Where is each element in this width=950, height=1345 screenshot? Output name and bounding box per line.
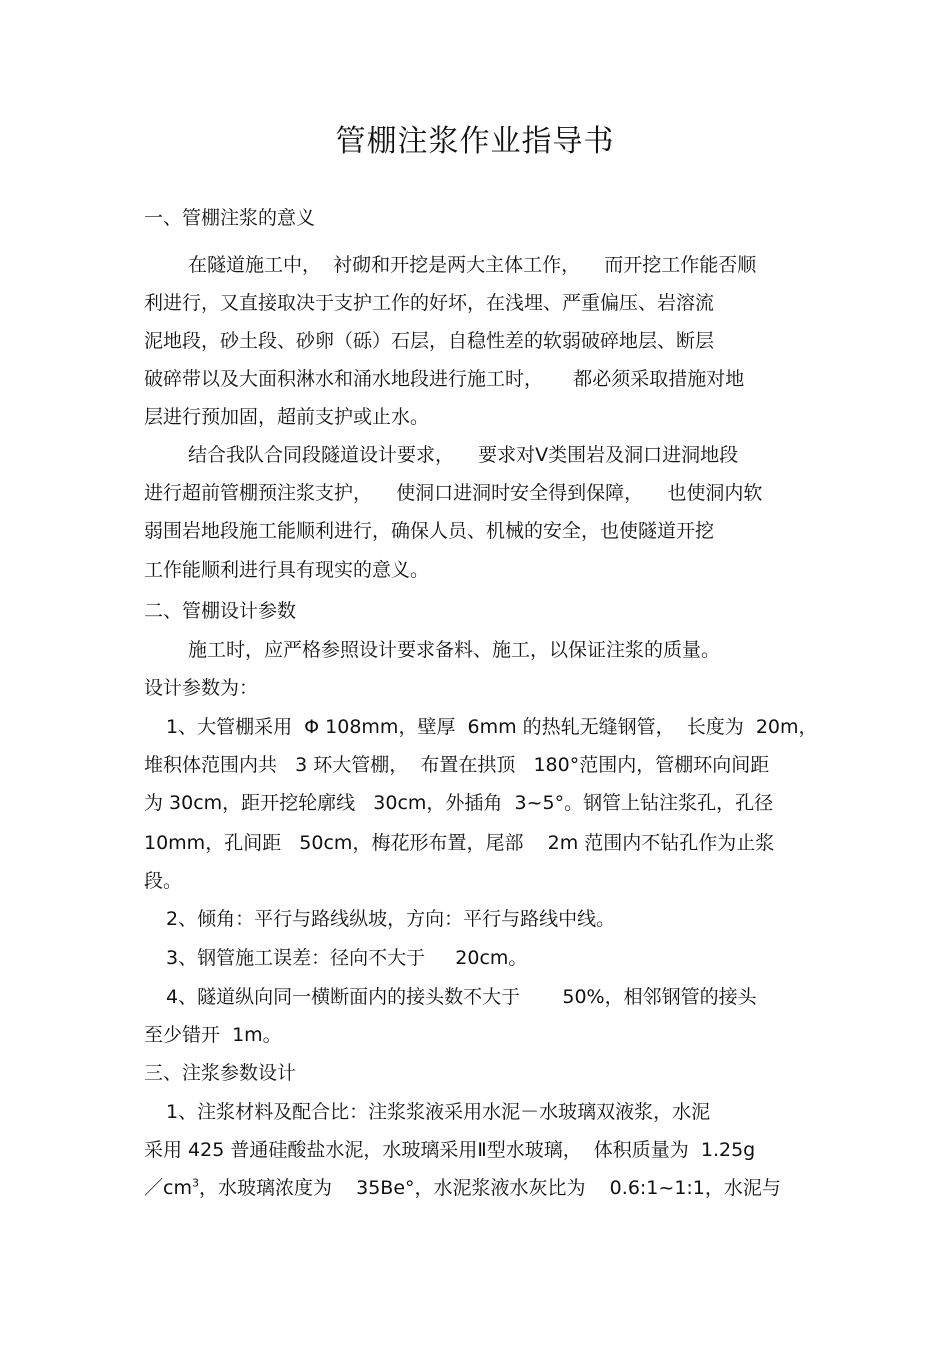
paragraph-1-line-2: 利进行，又直接取决于支护工作的好坏，在浅埋、严重偏压、岩溶流	[144, 292, 715, 314]
paragraph-1-line-5: 层进行预加固，超前支护或止水。	[144, 406, 430, 428]
paragraph-2-line-2: 进行超前管棚预注浆支护， 使洞口进洞时安全得到保障， 也使洞内软	[144, 482, 763, 504]
item-1-line-3: 为 30cm，距开挖轮廓线 30cm，外插角 3~5°。钢管上钻注浆孔，孔径	[144, 792, 774, 814]
paragraph-2-line-3: 弱围岩地段施工能顺利进行，确保人员、机械的安全，也使隧道开挖	[144, 520, 715, 542]
section-heading-3: 三、注浆参数设计	[144, 1062, 297, 1084]
paragraph-2-line-1: 结合我队合同段隧道设计要求， 要求对Ⅴ类围岩及洞口进洞地段	[188, 444, 739, 466]
paragraph-1-line-3: 泥地段，砂土段、砂卵（砾）石层，自稳性差的软弱破碎地层、断层	[144, 330, 715, 352]
paragraph-4: 设计参数为：	[144, 677, 259, 699]
item-1-line-5: 段。	[144, 870, 183, 892]
item-5-line-2: 采用 425 普通硅酸盐水泥，水玻璃采用Ⅱ型水玻璃， 体积质量为 1.25g	[144, 1139, 756, 1161]
item-3: 3、钢管施工误差：径向不大于 20cm。	[166, 947, 528, 969]
item-5-line-1: 1、注浆材料及配合比：注浆浆液采用水泥－水玻璃双液浆，水泥	[166, 1101, 711, 1123]
item-5-line-3-superscript: 3	[191, 1176, 199, 1190]
paragraph-3: 施工时，应严格参照设计要求备料、施工，以保证注浆的质量。	[188, 639, 721, 661]
section-heading-2: 二、管棚设计参数	[144, 600, 297, 622]
paragraph-1-line-4: 破碎带以及大面积淋水和涌水地段进行施工时， 都必须采取措施对地	[144, 368, 745, 390]
section-heading-1: 一、管棚注浆的意义	[144, 207, 316, 229]
item-5-line-3-unit: ／cm	[144, 1177, 192, 1199]
item-1-line-1: 1、大管棚采用 Φ 108mm，壁厚 6mm 的热轧无缝钢管， 长度为 20m，	[166, 716, 818, 738]
item-2: 2、倾角：平行与路线纵坡，方向：平行与路线中线。	[166, 908, 616, 930]
paragraph-2-line-4: 工作能顺利进行具有现实的意义。	[144, 559, 430, 581]
item-5-line-3	[144, 1175, 781, 1201]
item-4-line-2: 至少错开 1m。	[144, 1024, 282, 1046]
item-4-line-1: 4、隧道纵向同一横断面内的接头数不大于 50%，相邻钢管的接头	[166, 986, 757, 1008]
paragraph-1-line-1: 在隧道施工中， 衬砌和开挖是两大主体工作， 而开挖工作能否顺	[188, 254, 757, 276]
item-1-line-2: 堆积体范围内共 3 环大管棚， 布置在拱顶 180°范围内，管棚环向间距	[144, 754, 770, 776]
page-title: 管棚注浆作业指导书	[335, 124, 615, 159]
item-1-line-4: 10mm，孔间距 50cm，梅花形布置，尾部 2m 范围内不钻孔作为止浆	[144, 832, 775, 854]
item-5-line-3-rest: ，水玻璃浓度为 35Be°，水泥浆液水灰比为 0.6:1~1:1，水泥与	[198, 1177, 781, 1199]
